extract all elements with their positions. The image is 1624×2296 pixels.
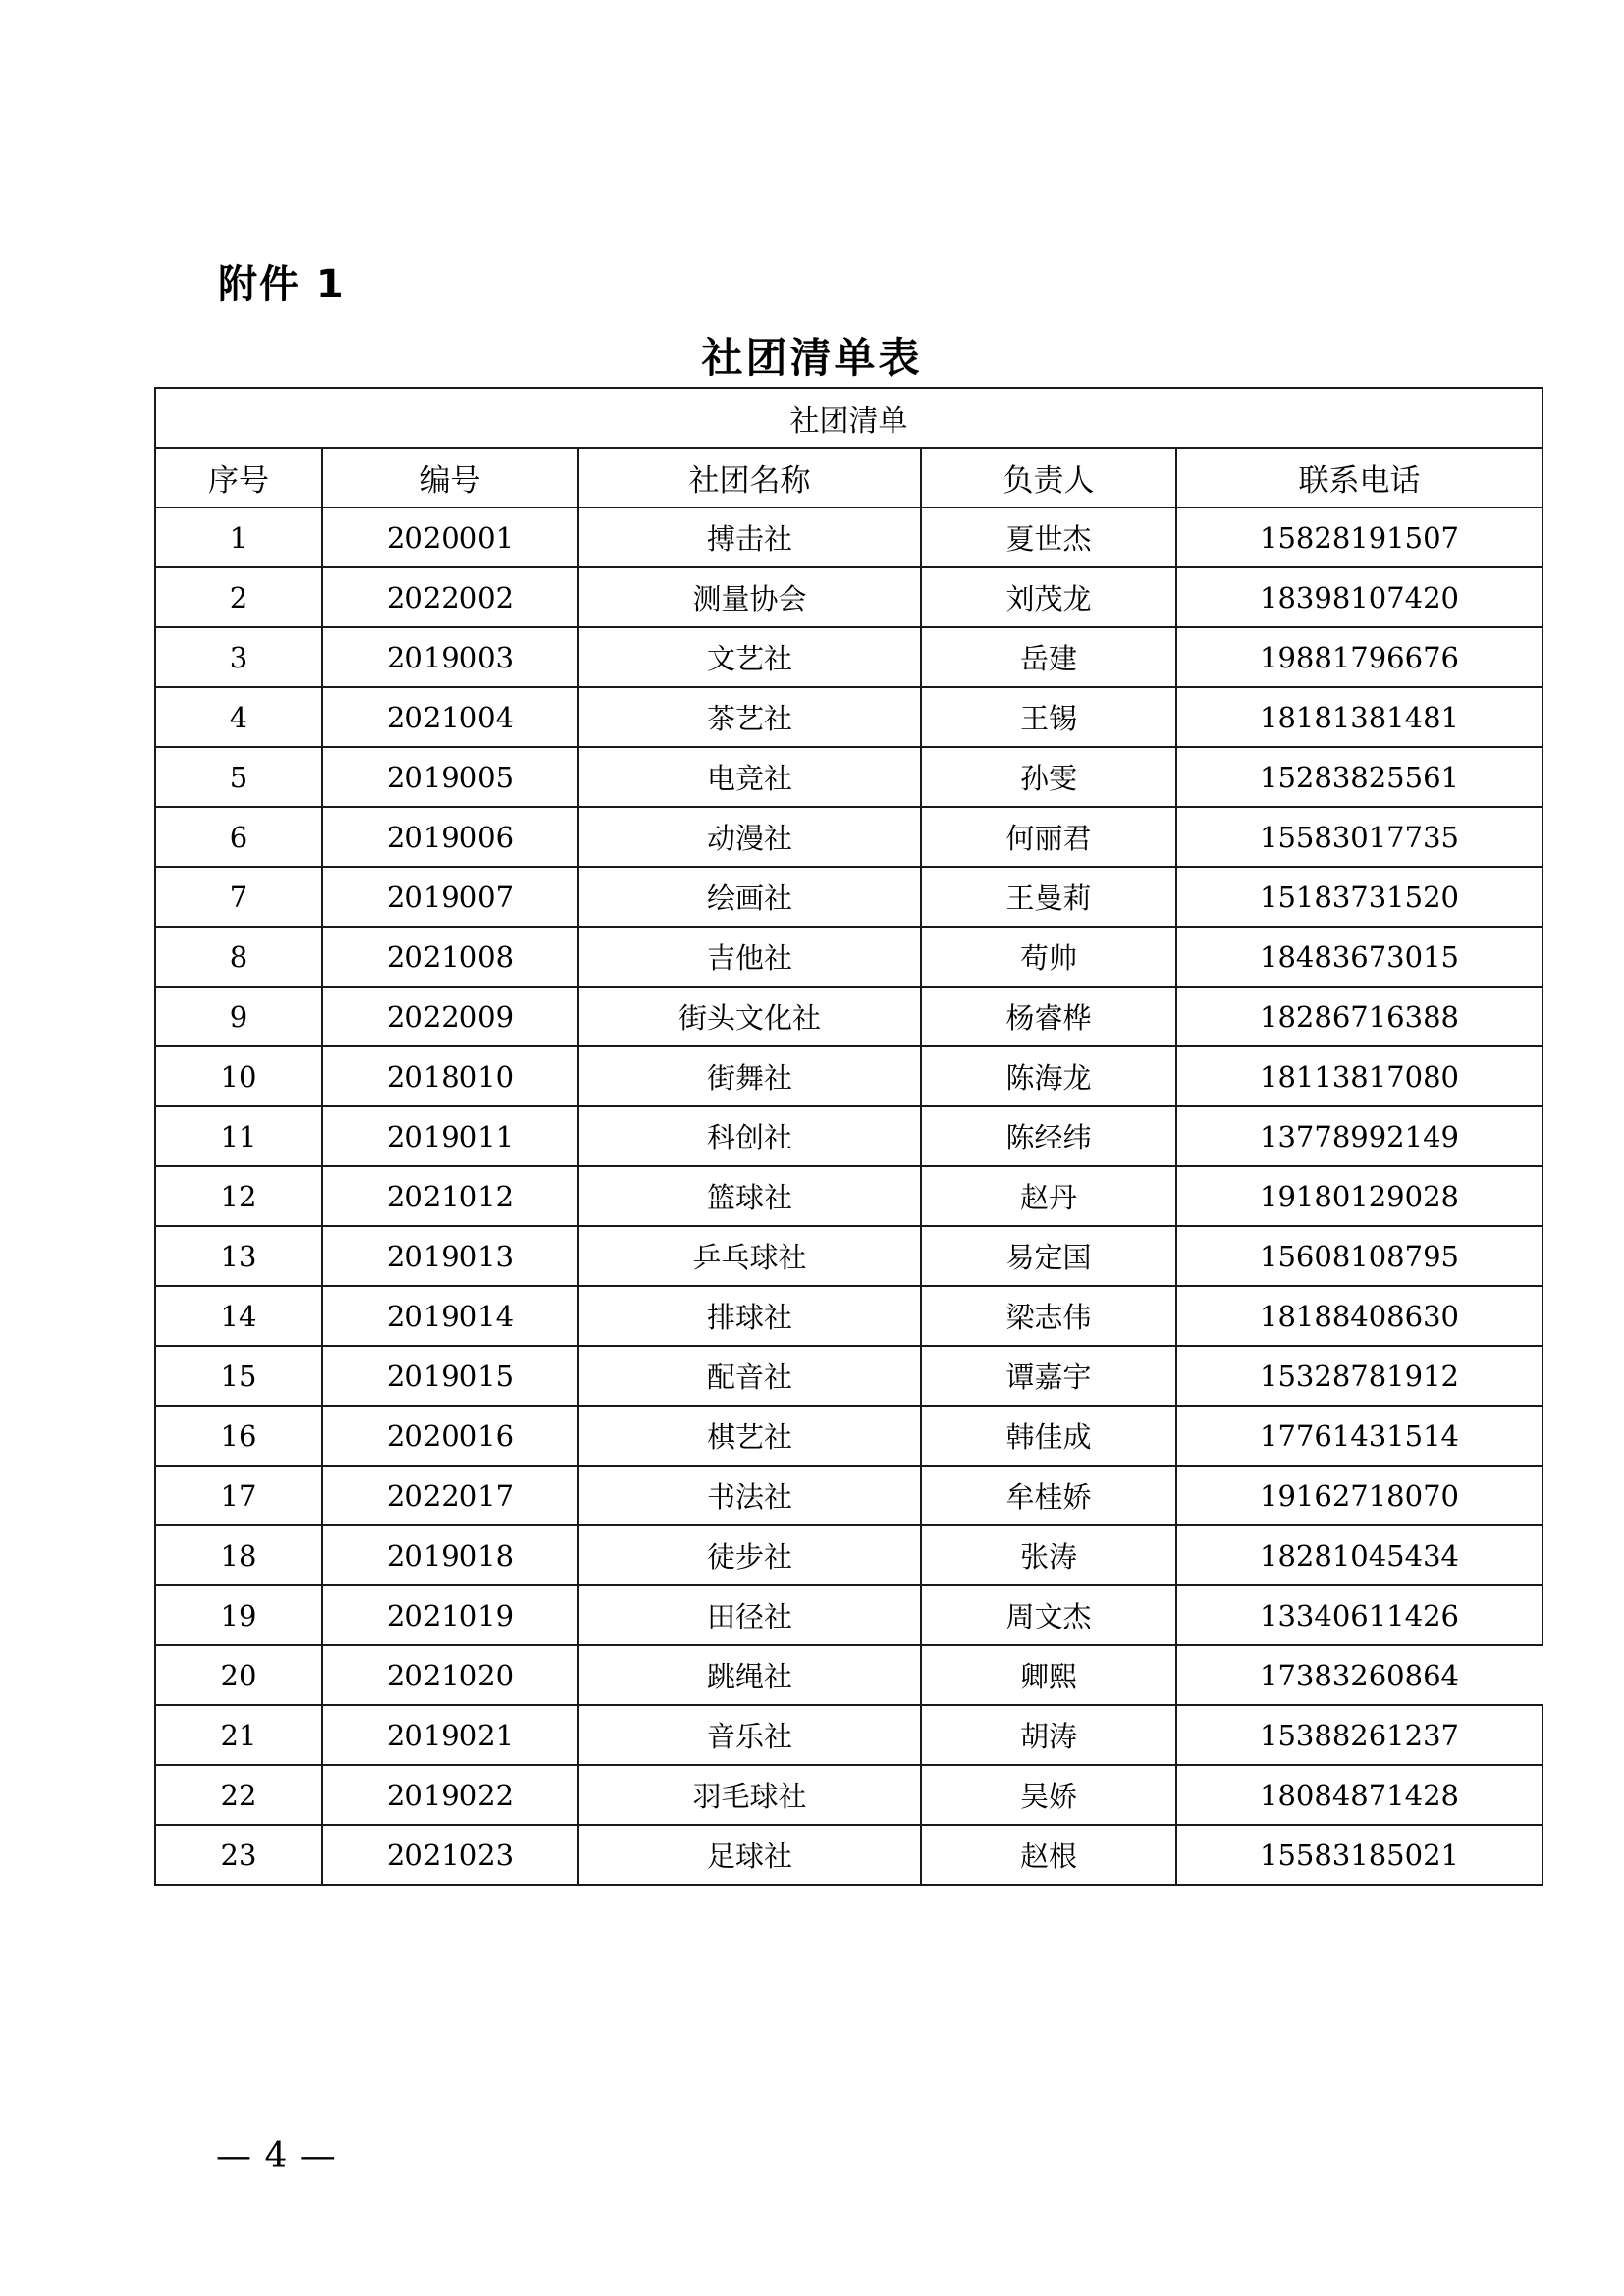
cell-code: 2019022 <box>322 1765 578 1825</box>
cell-index: 10 <box>155 1046 322 1106</box>
cell-code: 2020001 <box>322 507 578 567</box>
cell-club-name: 足球社 <box>578 1825 921 1885</box>
cell-club-name: 棋艺社 <box>578 1406 921 1466</box>
table-row <box>155 1166 1543 1226</box>
cell-phone: 13340611426 <box>1176 1585 1543 1645</box>
document-title: 社团清单表 <box>701 334 923 382</box>
cell-code: 2019013 <box>322 1226 578 1286</box>
cell-index: 13 <box>155 1226 322 1286</box>
table-row <box>155 1645 1543 1705</box>
table-row <box>155 687 1543 747</box>
cell-phone: 19162718070 <box>1176 1466 1543 1525</box>
cell-leader: 卿熙 <box>921 1645 1176 1705</box>
cell-phone: 18483673015 <box>1176 927 1543 987</box>
cell-phone: 18188408630 <box>1176 1286 1543 1346</box>
cell-club-name: 乒乓球社 <box>578 1226 921 1286</box>
cell-club-name: 音乐社 <box>578 1705 921 1765</box>
cell-leader: 张涛 <box>921 1525 1176 1585</box>
club-list-table <box>154 387 1543 1886</box>
cell-phone: 15828191507 <box>1176 507 1543 567</box>
table-row <box>155 627 1543 687</box>
table-row <box>155 1466 1543 1525</box>
cell-club-name: 动漫社 <box>578 807 921 867</box>
table-row <box>155 1525 1543 1585</box>
table-body <box>155 507 1543 1885</box>
cell-code: 2021023 <box>322 1825 578 1885</box>
cell-club-name: 篮球社 <box>578 1166 921 1226</box>
cell-leader: 陈海龙 <box>921 1046 1176 1106</box>
cell-club-name: 电竞社 <box>578 747 921 807</box>
cell-club-name: 跳绳社 <box>578 1645 921 1705</box>
cell-leader: 周文杰 <box>921 1585 1176 1645</box>
cell-index: 22 <box>155 1765 322 1825</box>
header-phone: 联系电话 <box>1176 448 1543 507</box>
cell-leader: 苟帅 <box>921 927 1176 987</box>
header-leader: 负责人 <box>921 448 1176 507</box>
cell-code: 2021008 <box>322 927 578 987</box>
cell-club-name: 搏击社 <box>578 507 921 567</box>
cell-index: 11 <box>155 1106 322 1166</box>
cell-index: 6 <box>155 807 322 867</box>
cell-leader: 何丽君 <box>921 807 1176 867</box>
cell-code: 2019006 <box>322 807 578 867</box>
cell-index: 21 <box>155 1705 322 1765</box>
table-row <box>155 987 1543 1046</box>
cell-code: 2022017 <box>322 1466 578 1525</box>
cell-code: 2019018 <box>322 1525 578 1585</box>
cell-club-name: 排球社 <box>578 1286 921 1346</box>
cell-leader: 陈经纬 <box>921 1106 1176 1166</box>
cell-code: 2021012 <box>322 1166 578 1226</box>
cell-club-name: 徒步社 <box>578 1525 921 1585</box>
cell-code: 2019014 <box>322 1286 578 1346</box>
cell-phone: 15283825561 <box>1176 747 1543 807</box>
table-row <box>155 507 1543 567</box>
cell-phone: 13778992149 <box>1176 1106 1543 1166</box>
cell-phone: 18286716388 <box>1176 987 1543 1046</box>
cell-phone: 15183731520 <box>1176 867 1543 927</box>
cell-code: 2019005 <box>322 747 578 807</box>
cell-leader: 胡涛 <box>921 1705 1176 1765</box>
table-row <box>155 1406 1543 1466</box>
cell-club-name: 科创社 <box>578 1106 921 1166</box>
cell-code: 2020016 <box>322 1406 578 1466</box>
cell-index: 9 <box>155 987 322 1046</box>
table-header-row <box>155 448 1543 507</box>
cell-club-name: 书法社 <box>578 1466 921 1525</box>
cell-leader: 赵根 <box>921 1825 1176 1885</box>
cell-leader: 赵丹 <box>921 1166 1176 1226</box>
cell-club-name: 田径社 <box>578 1585 921 1645</box>
cell-index: 1 <box>155 507 322 567</box>
header-club-name: 社团名称 <box>578 448 921 507</box>
cell-phone: 18281045434 <box>1176 1525 1543 1585</box>
header-code: 编号 <box>322 448 578 507</box>
cell-club-name: 羽毛球社 <box>578 1765 921 1825</box>
cell-leader: 岳建 <box>921 627 1176 687</box>
cell-phone: 19881796676 <box>1176 627 1543 687</box>
cell-index: 19 <box>155 1585 322 1645</box>
table-row <box>155 867 1543 927</box>
cell-code: 2022002 <box>322 567 578 627</box>
cell-leader: 牟桂娇 <box>921 1466 1176 1525</box>
cell-phone: 15328781912 <box>1176 1346 1543 1406</box>
table-caption: 社团清单 <box>155 388 1543 448</box>
cell-phone: 18113817080 <box>1176 1046 1543 1106</box>
cell-index: 15 <box>155 1346 322 1406</box>
cell-leader: 王曼莉 <box>921 867 1176 927</box>
cell-phone: 15583017735 <box>1176 807 1543 867</box>
cell-phone: 18398107420 <box>1176 567 1543 627</box>
cell-index: 3 <box>155 627 322 687</box>
cell-code: 2019021 <box>322 1705 578 1765</box>
cell-code: 2019015 <box>322 1346 578 1406</box>
cell-phone: 15608108795 <box>1176 1226 1543 1286</box>
table-row <box>155 1226 1543 1286</box>
table-row <box>155 1705 1543 1765</box>
table-row <box>155 1106 1543 1166</box>
cell-leader: 易定国 <box>921 1226 1176 1286</box>
cell-index: 4 <box>155 687 322 747</box>
cell-club-name: 测量协会 <box>578 567 921 627</box>
cell-club-name: 绘画社 <box>578 867 921 927</box>
cell-index: 17 <box>155 1466 322 1525</box>
cell-leader: 刘茂龙 <box>921 567 1176 627</box>
cell-code: 2022009 <box>322 987 578 1046</box>
page-number: — 4 — <box>216 2136 337 2176</box>
cell-index: 7 <box>155 867 322 927</box>
table-row <box>155 1286 1543 1346</box>
table-row <box>155 927 1543 987</box>
cell-phone: 17383260864 <box>1176 1645 1543 1705</box>
cell-index: 8 <box>155 927 322 987</box>
cell-club-name: 吉他社 <box>578 927 921 987</box>
cell-phone: 18084871428 <box>1176 1765 1543 1825</box>
cell-club-name: 街舞社 <box>578 1046 921 1106</box>
table-row <box>155 747 1543 807</box>
cell-code: 2021019 <box>322 1585 578 1645</box>
cell-leader: 孙雯 <box>921 747 1176 807</box>
cell-index: 14 <box>155 1286 322 1346</box>
cell-phone: 18181381481 <box>1176 687 1543 747</box>
cell-index: 2 <box>155 567 322 627</box>
table-row <box>155 1046 1543 1106</box>
table-row <box>155 1825 1543 1885</box>
table-row <box>155 807 1543 867</box>
cell-club-name: 文艺社 <box>578 627 921 687</box>
cell-phone: 15583185021 <box>1176 1825 1543 1885</box>
cell-code: 2019011 <box>322 1106 578 1166</box>
table-row <box>155 1765 1543 1825</box>
table-caption-row <box>155 388 1543 448</box>
cell-code: 2018010 <box>322 1046 578 1106</box>
header-index: 序号 <box>155 448 322 507</box>
cell-leader: 王锡 <box>921 687 1176 747</box>
cell-phone: 19180129028 <box>1176 1166 1543 1226</box>
cell-index: 20 <box>155 1645 322 1705</box>
table-row <box>155 1346 1543 1406</box>
cell-leader: 梁志伟 <box>921 1286 1176 1346</box>
table-row <box>155 1585 1543 1645</box>
cell-phone: 17761431514 <box>1176 1406 1543 1466</box>
cell-leader: 吴娇 <box>921 1765 1176 1825</box>
cell-index: 12 <box>155 1166 322 1226</box>
cell-club-name: 配音社 <box>578 1346 921 1406</box>
cell-phone: 15388261237 <box>1176 1705 1543 1765</box>
cell-index: 23 <box>155 1825 322 1885</box>
cell-leader: 夏世杰 <box>921 507 1176 567</box>
cell-index: 5 <box>155 747 322 807</box>
table-row <box>155 567 1543 627</box>
cell-index: 16 <box>155 1406 322 1466</box>
cell-club-name: 街头文化社 <box>578 987 921 1046</box>
cell-leader: 杨睿桦 <box>921 987 1176 1046</box>
attachment-label: 附件 1 <box>218 262 346 307</box>
cell-code: 2021020 <box>322 1645 578 1705</box>
cell-club-name: 茶艺社 <box>578 687 921 747</box>
cell-code: 2021004 <box>322 687 578 747</box>
cell-index: 18 <box>155 1525 322 1585</box>
cell-leader: 谭嘉宇 <box>921 1346 1176 1406</box>
cell-leader: 韩佳成 <box>921 1406 1176 1466</box>
cell-code: 2019003 <box>322 627 578 687</box>
cell-code: 2019007 <box>322 867 578 927</box>
